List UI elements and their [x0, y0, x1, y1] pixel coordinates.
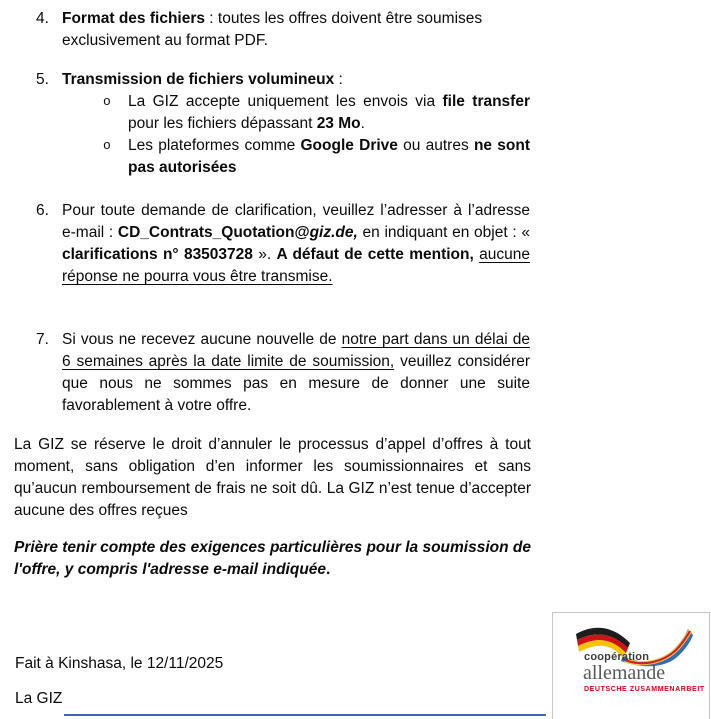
logo-text-cooperation: coopération — [584, 651, 650, 663]
item-number: 6. — [36, 202, 49, 219]
date-line: Fait à Kinshasa, le 12/11/2025 — [15, 655, 224, 672]
page-bottom-rule — [64, 714, 546, 716]
german-cooperation-logo — [552, 612, 710, 719]
list-item-4 — [36, 8, 530, 52]
item-text: Transmission de fichiers volumineux : — [62, 71, 343, 88]
item-text: Pour toute demande de clarification, veuillez l’adresser à l’adresse e-mail : CD_Contrats_Quotation@giz.de, en indiquant en objet : « clarifications n° 83503728 ». A défaut de cette mention, aucune réponse ne pourra vous être transmise. — [62, 202, 530, 285]
sub-bullet-file-transfer — [100, 91, 530, 135]
paragraph-disclaimer: La GIZ se réserve le droit d’annuler le processus d’appel d’offres à tout moment, sans obligation d’en informer les soumissionnaires et sans qu’aucun remboursement de frais ne soit dû. La GIZ n’est tenue d’accepter aucune des offres reçues — [14, 436, 531, 519]
paragraph-notice: Prière tenir compte des exigences particulières pour la soumission de l'offre, y compris l'adresse e-mail indiquée. — [14, 539, 531, 578]
logo-tagline: DEUTSCHE ZUSAMMENARBEIT — [584, 686, 705, 693]
signatory-line: La GIZ — [15, 690, 63, 707]
bullet-text: Les plateformes comme Google Drive ou autres ne sont pas autorisées — [128, 137, 530, 176]
list-item-6 — [36, 200, 530, 288]
item-number: 4. — [36, 10, 49, 27]
list-item-7 — [36, 329, 530, 417]
item-text: Si vous ne recevez aucune nouvelle de notre part dans un délai de 6 semaines après la date limite de soumission, veuillez considérer que nous ne sommes pas en mesure de donner une suite favorablement à votre offre. — [62, 331, 530, 414]
logo-text-allemande: allemande — [583, 662, 666, 684]
list-item-5 — [36, 69, 530, 91]
bullet-marker-icon: o — [103, 138, 111, 153]
item-number: 5. — [36, 71, 49, 88]
bullet-marker-icon: o — [103, 94, 111, 109]
sub-bullet-platforms — [100, 135, 530, 179]
item-text: Format des fichiers : toutes les offres doivent être soumises exclusivement au format PDF. — [62, 10, 483, 49]
bullet-text: La GIZ accepte uniquement les envois via file transfer pour les fichiers dépassant 23 Mo. — [128, 93, 530, 132]
item-number: 7. — [36, 331, 49, 348]
